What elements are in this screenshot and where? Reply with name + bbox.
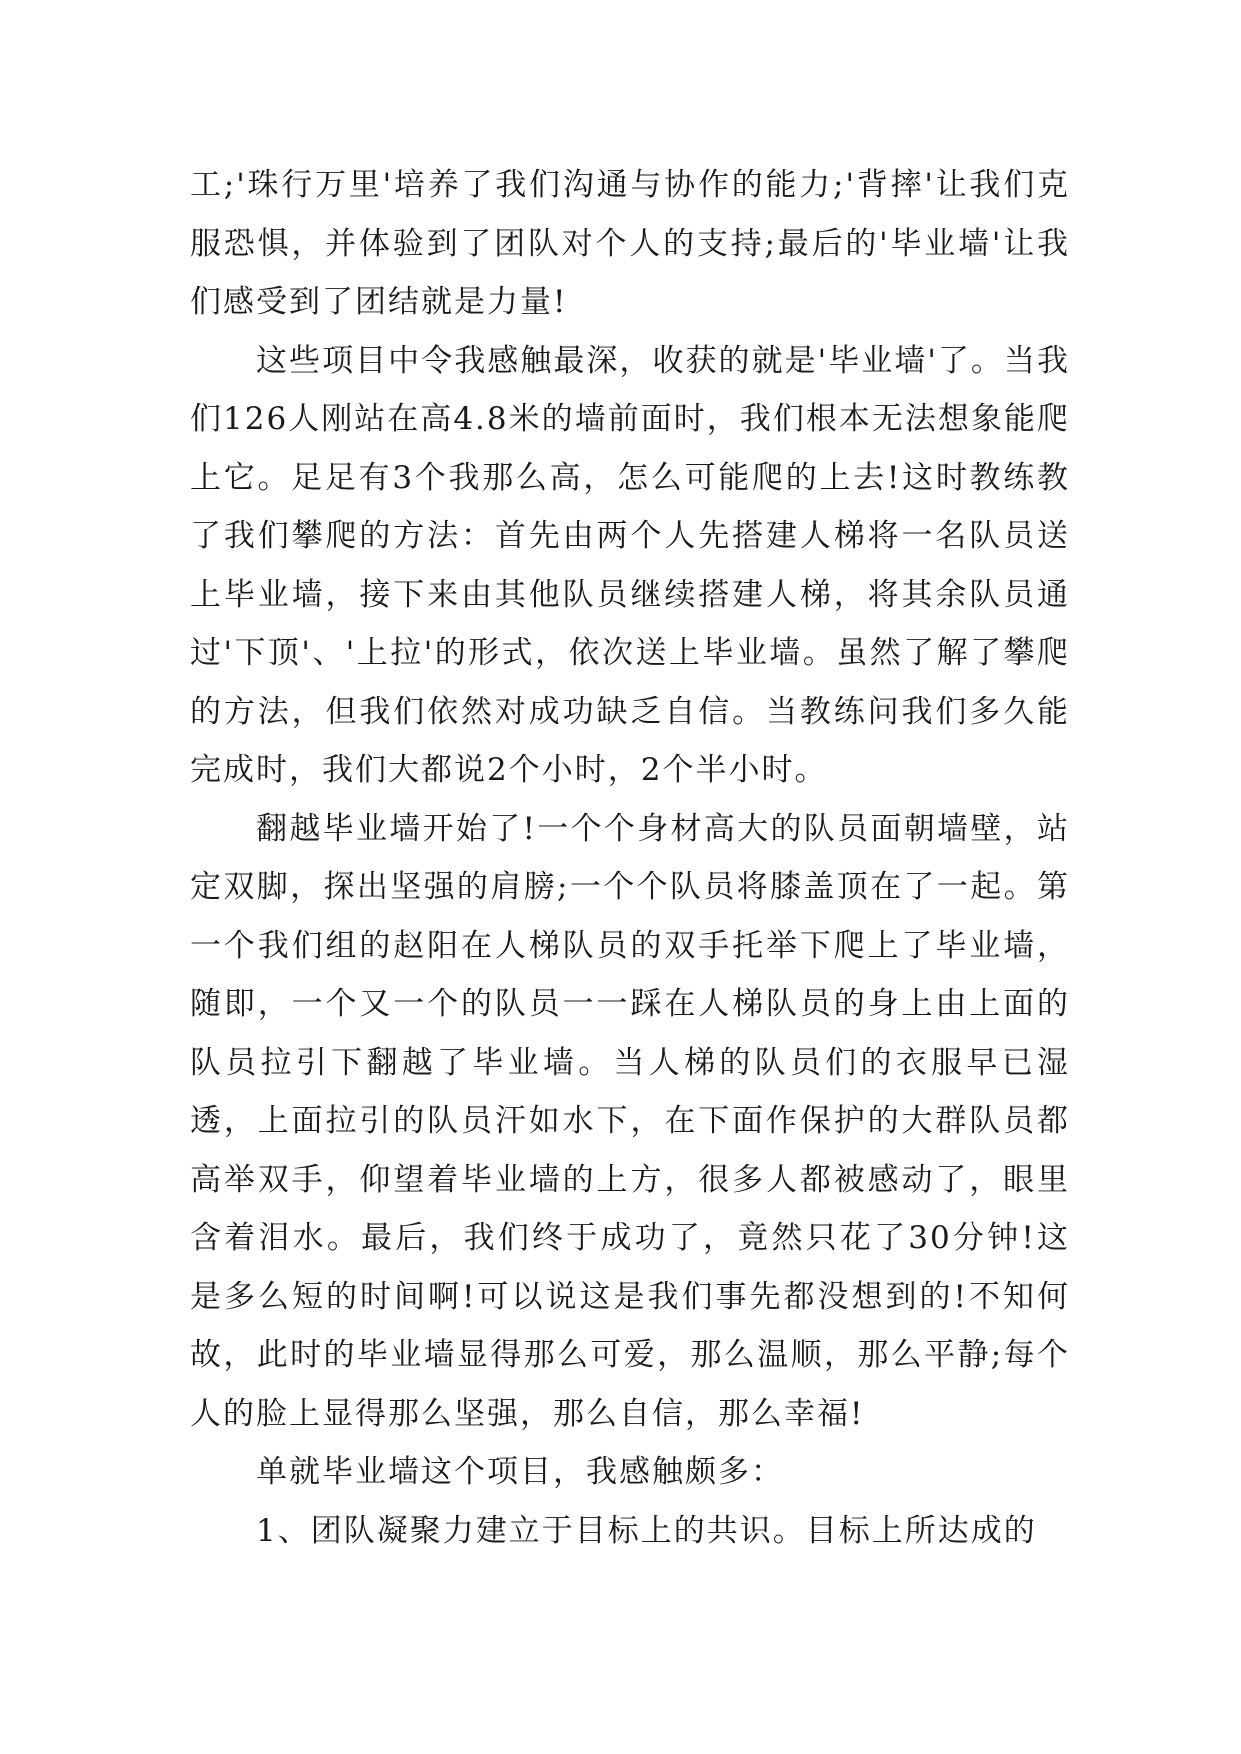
- paragraph-4: 单就毕业墙这个项目，我感触颇多：: [256, 1454, 784, 1490]
- document-body: [190, 156, 1070, 1560]
- paragraph-2: 这些项目中令我感触最深，收获的就是'毕业墙'了。当我们126人刚站在高4.8米的墙前面时，我们根本无法想象能爬上它。足足有3个我那么高，怎么可能爬的上去!这时教练教了我们攀爬的方法：首先由两个人先搭建人梯将一名队员送上毕业墙，接下来由其他队员继续搭建人梯，将其余队员通过'下顶'、'上拉'的形式，依次送上毕业墙。虽然了解了攀爬的方法，但我们依然对成功缺乏自信。当教练问我们多久能完成时，我们大都说2个小时，2个半小时。: [190, 342, 1070, 788]
- paragraph-5: 1、团队凝聚力建立于目标上的共识。目标上所达成的: [256, 1512, 1037, 1549]
- paragraph-1: 工;'珠行万里'培养了我们沟通与协作的能力;'背摔'让我们克服恐惧，并体验到了团队对个人的支持;最后的'毕业墙'让我们感受到了团结就是力量!: [190, 167, 1070, 320]
- paragraph-3: 翻越毕业墙开始了!一个个身材高大的队员面朝墙壁，站定双脚，探出坚强的肩膀;一个个队员将膝盖顶在了一起。第一个我们组的赵阳在人梯队员的双手托举下爬上了毕业墙，随即，一个又一个的队员一一踩在人梯队员的身上由上面的队员拉引下翻越了毕业墙。当人梯的队员们的衣服早已湿透，上面拉引的队员汗如水下，在下面作保护的大群队员都高举双手，仰望着毕业墙的上方，很多人都被感动了，眼里含着泪水。最后，我们终于成功了，竟然只花了30分钟!这是多么短的时间啊!可以说这是我们事先都没想到的!不知何故，此时的毕业墙显得那么可爱，那么温顺，那么平静;每个人的脸上显得那么坚强，那么自信，那么幸福!: [190, 810, 1070, 1432]
